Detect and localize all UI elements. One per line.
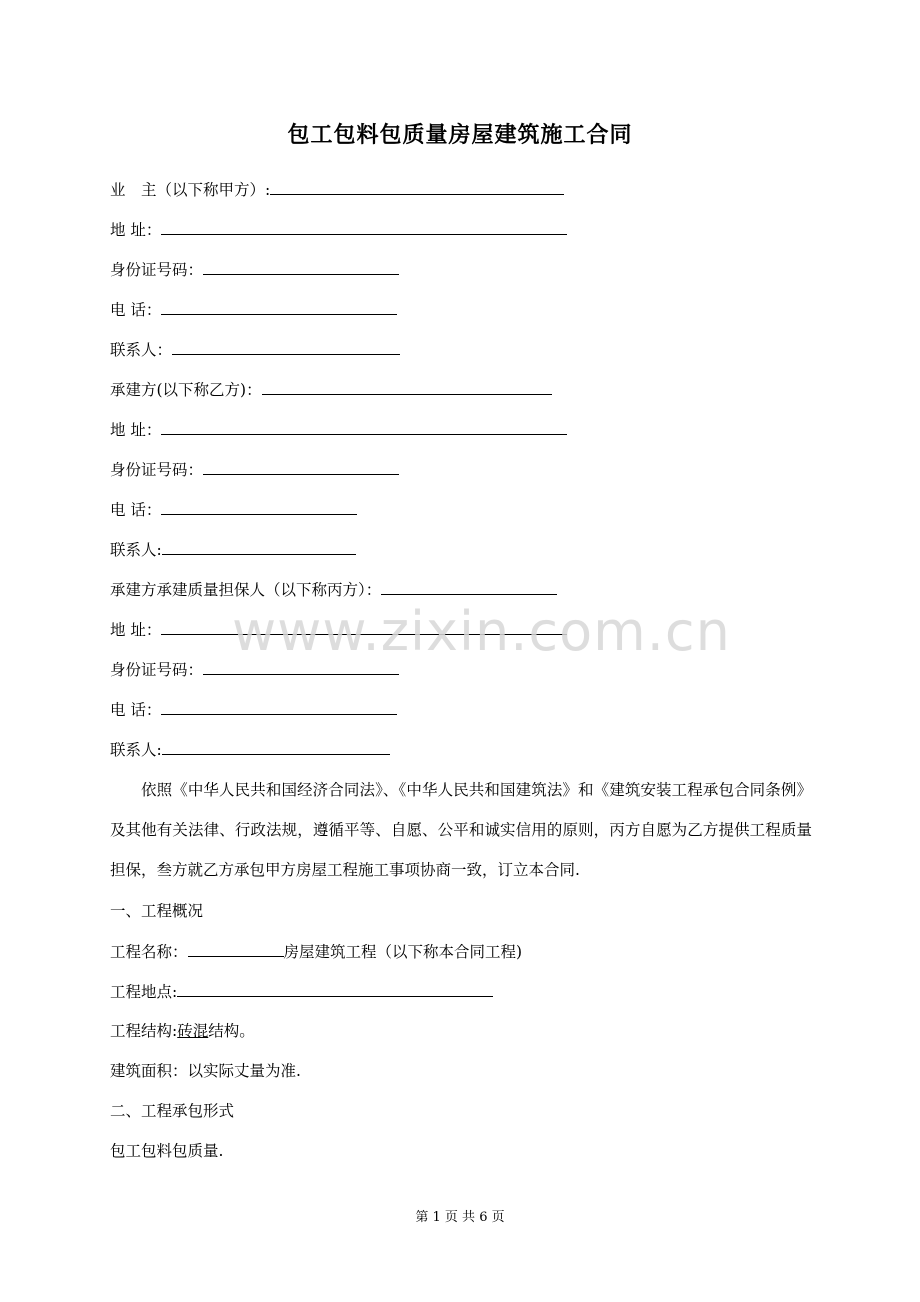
- party-a-id-label: 身份证号码：: [110, 261, 204, 279]
- party-c-guarantor-label: 承建方承建质量担保人（以下称丙方）：: [110, 581, 382, 599]
- party-a-owner-line: [110, 178, 564, 201]
- party-a-phone-blank: [161, 298, 397, 315]
- party-a-owner-blank: [270, 178, 564, 195]
- party-a-id-line: [110, 258, 399, 281]
- section1-heading: 一、工程概况: [110, 902, 204, 920]
- party-c-phone-line: [110, 698, 397, 721]
- party-b-phone-line: [110, 498, 357, 521]
- party-b-contact-line: [110, 538, 356, 561]
- project-name-blank: [188, 940, 284, 957]
- document-title: 包工包料包质量房屋建筑施工合同: [287, 122, 633, 148]
- party-b-phone-blank: [161, 498, 357, 515]
- project-name-line: [110, 940, 522, 963]
- party-b-contact-blank: [162, 538, 356, 555]
- project-structure-line: [110, 1020, 255, 1042]
- party-b-address-line: [110, 418, 567, 441]
- party-a-phone-label: 电 话：: [110, 301, 162, 319]
- project-structure-value: 砖混: [177, 1022, 209, 1040]
- party-b-contractor-label: 承建方(以下称乙方)：: [110, 381, 262, 399]
- preamble-paragraph: 依照《中华人民共和国经济合同法》、《中华人民共和国建筑法》和《建筑安装工程承包合同条例》及其他有关法律、行政法规，遵循平等、自愿、公平和诚实信用的原则，丙方自愿为乙方提供工程质量担保，叁方就乙方承包甲方房屋工程施工事项协商一致，订立本合同.: [110, 781, 812, 879]
- party-b-contractor-line: [110, 378, 552, 401]
- section2-heading: 二、工程承包形式: [110, 1102, 235, 1120]
- section2-text: 包工包料包质量.: [110, 1142, 224, 1160]
- party-a-id-blank: [203, 258, 399, 275]
- party-a-address-blank: [161, 218, 567, 235]
- party-a-contact-blank: [172, 338, 400, 355]
- party-b-address-label: 地 址：: [110, 421, 162, 439]
- project-area-line: 建筑面积：以实际丈量为准.: [110, 1062, 301, 1080]
- party-b-id-label: 身份证号码：: [110, 461, 204, 479]
- party-c-contact-label: 联系人:: [110, 741, 162, 759]
- party-b-id-line: [110, 458, 399, 481]
- page-footer: 第 1 页 共 6 页: [415, 1210, 505, 1225]
- party-c-guarantor-line: [110, 578, 557, 601]
- party-a-address-line: [110, 218, 567, 241]
- project-location-blank: [177, 980, 493, 997]
- party-c-id-blank: [203, 658, 399, 675]
- party-b-id-blank: [203, 458, 399, 475]
- project-structure-suffix: 结构。: [208, 1022, 255, 1040]
- party-a-contact-label: 联系人：: [110, 341, 173, 359]
- party-a-owner-label: 业 主（以下称甲方）:: [110, 181, 271, 199]
- party-b-address-blank: [161, 418, 567, 435]
- party-c-address-line: [110, 618, 567, 641]
- watermark-text: www.zixin.com.cn: [232, 600, 731, 663]
- party-c-contact-line: [110, 738, 390, 761]
- party-c-phone-label: 电 话：: [110, 701, 162, 719]
- project-name-suffix: 房屋建筑工程（以下称本合同工程): [283, 943, 523, 961]
- project-location-line: [110, 980, 493, 1003]
- party-c-address-label: 地 址：: [110, 621, 162, 639]
- party-b-phone-label: 电 话：: [110, 501, 162, 519]
- party-b-contact-label: 联系人:: [110, 541, 162, 559]
- party-a-address-label: 地 址：: [110, 221, 162, 239]
- party-c-address-blank: [161, 618, 567, 635]
- party-c-id-label: 身份证号码：: [110, 661, 204, 679]
- project-structure-label: 工程结构:: [110, 1022, 178, 1040]
- party-b-contractor-blank: [262, 378, 552, 395]
- project-location-label: 工程地点:: [110, 983, 178, 1001]
- party-c-id-line: [110, 658, 399, 681]
- project-name-label: 工程名称：: [110, 943, 188, 961]
- party-c-phone-blank: [161, 698, 397, 715]
- party-c-guarantor-blank: [381, 578, 557, 595]
- party-a-phone-line: [110, 298, 397, 321]
- party-a-contact-line: [110, 338, 400, 361]
- party-c-contact-blank: [162, 738, 390, 755]
